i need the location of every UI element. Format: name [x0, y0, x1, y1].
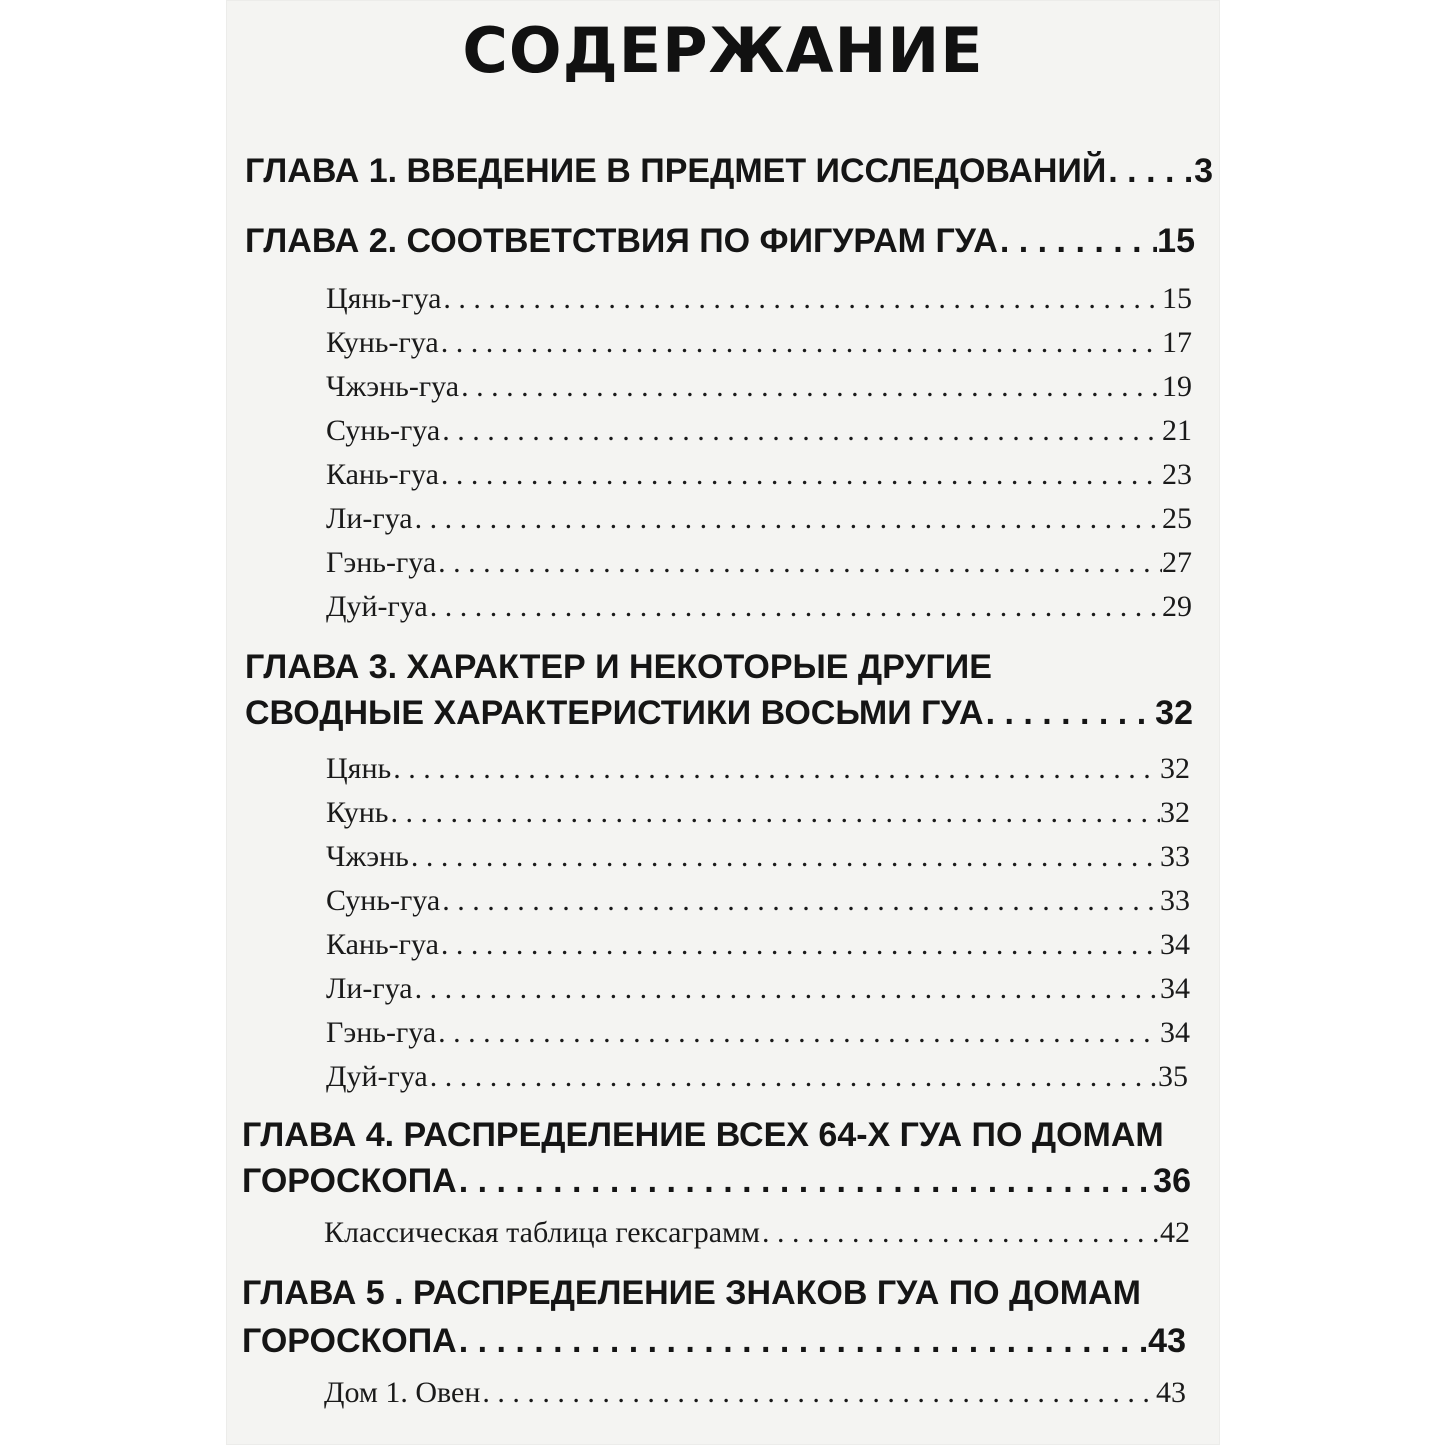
toc-leader: [459, 370, 1162, 404]
toc-item: [326, 840, 1190, 874]
toc-chapter-4-page: 36: [1153, 1162, 1191, 1200]
page-title: СОДЕРЖАНИЕ: [462, 14, 984, 87]
toc-leader: [413, 502, 1162, 536]
toc-leader: [457, 1322, 1148, 1361]
toc-item: [326, 370, 1192, 404]
toc-item-label: Сунь-гуа: [326, 414, 441, 447]
toc-chapter-5: [242, 1322, 1186, 1361]
toc-item-label: Чжэнь: [326, 840, 409, 873]
toc-item: [326, 414, 1192, 448]
toc-item-label: Дом 1. Овен: [324, 1376, 481, 1409]
toc-leader: [760, 1216, 1160, 1250]
toc-item-page: 27: [1162, 546, 1192, 579]
toc-leader: [457, 1162, 1153, 1201]
toc-item: [326, 972, 1190, 1006]
toc-item-page: 15: [1162, 282, 1192, 315]
toc-leader: [436, 546, 1162, 580]
toc-item: [326, 884, 1190, 918]
toc-item-label: Кань-гуа: [326, 458, 439, 491]
toc-chapter-3-page: 32: [1155, 694, 1193, 732]
toc-item-page: 34: [1160, 972, 1190, 1005]
toc-item-label: Ли-гуа: [326, 972, 413, 1005]
toc-item-page: 34: [1160, 928, 1190, 961]
toc-item-page: 21: [1162, 414, 1192, 447]
toc-leader: [391, 752, 1160, 786]
toc-chapter-5-line-1: ГЛАВА 5 . РАСПРЕДЕЛЕНИЕ ЗНАКОВ ГУА ПО ДОМАМ: [242, 1274, 1141, 1312]
toc-item-page: 19: [1162, 370, 1192, 403]
toc-chapter-5-page: 43: [1148, 1322, 1186, 1360]
toc-item-label: Дуй-гуа: [326, 590, 428, 623]
toc-leader: [439, 928, 1160, 962]
toc-chapter-1-page: 3: [1194, 152, 1213, 190]
toc-item: [326, 546, 1192, 580]
toc-item-label: Сунь-гуа: [326, 884, 441, 917]
toc-item: [326, 752, 1190, 786]
toc-item-page: 23: [1162, 458, 1192, 491]
toc-item: [326, 1060, 1188, 1094]
toc-chapter-2-page: 15: [1157, 222, 1195, 260]
toc-item-label: Гэнь-гуа: [326, 546, 437, 579]
toc-item-page: 25: [1162, 502, 1192, 535]
toc-item: [326, 326, 1192, 360]
toc-item-label: Кунь: [326, 796, 389, 829]
toc-item-page: 33: [1160, 884, 1190, 917]
toc-item-label: Ли-гуа: [326, 502, 413, 535]
toc-item: [326, 590, 1192, 624]
toc-leader: [998, 222, 1157, 261]
toc-chapter-1-label: ГЛАВА 1. ВВЕДЕНИЕ В ПРЕДМЕТ ИССЛЕДОВАНИЙ: [245, 152, 1107, 190]
toc-item: [326, 458, 1192, 492]
toc-item-page: 33: [1160, 840, 1190, 873]
toc-item-page: 42: [1160, 1216, 1190, 1249]
toc-leader: [428, 1060, 1158, 1094]
toc-item-page: 35: [1158, 1060, 1188, 1093]
toc-item-label: Гэнь-гуа: [326, 1016, 437, 1049]
toc-item-label: Чжэнь-гуа: [326, 370, 460, 403]
toc-chapter-4-label: ГОРОСКОПА: [242, 1162, 457, 1200]
toc-item-page: 32: [1160, 752, 1190, 785]
toc-leader: [480, 1376, 1156, 1410]
toc-item-label: Цянь-гуа: [326, 282, 442, 315]
toc-leader: [413, 972, 1160, 1006]
toc-item: [324, 1376, 1186, 1410]
toc-item-label: Кань-гуа: [326, 928, 439, 961]
toc-chapter-2-label: ГЛАВА 2. СООТВЕТСТВИЯ ПО ФИГУРАМ ГУА: [245, 222, 998, 260]
toc-chapter-4: [242, 1162, 1191, 1201]
toc-item-label: Классическая таблица гексаграмм: [324, 1216, 761, 1249]
toc-leader: [441, 282, 1162, 316]
toc-item-label: Цянь: [326, 752, 392, 785]
toc-chapter-4-line-1: ГЛАВА 4. РАСПРЕДЕЛЕНИЕ ВСЕХ 64-Х ГУА ПО ДОМАМ: [242, 1116, 1164, 1154]
toc-leader: [428, 590, 1162, 624]
toc-item-page: 34: [1160, 1016, 1190, 1049]
toc-chapter-1: [245, 152, 1213, 191]
toc-item-page: 43: [1156, 1376, 1186, 1409]
toc-leader: [439, 326, 1162, 360]
toc-item-page: 32: [1160, 796, 1190, 829]
book-page: [226, 0, 1220, 1445]
toc-chapter-2: [245, 222, 1195, 261]
toc-chapter-3: [245, 694, 1193, 733]
toc-leader: [984, 694, 1156, 733]
toc-leader: [439, 458, 1162, 492]
toc-item-label: Кунь-гуа: [326, 326, 439, 359]
toc-item-page: 17: [1162, 326, 1192, 359]
toc-item: [326, 282, 1192, 316]
toc-item: [326, 928, 1190, 962]
toc-leader: [440, 414, 1162, 448]
toc-chapter-5-label: ГОРОСКОПА: [242, 1322, 457, 1360]
toc-item: [324, 1216, 1190, 1250]
toc-chapter-3-line-1: ГЛАВА 3. ХАРАКТЕР И НЕКОТОРЫЕ ДРУГИЕ: [245, 648, 992, 686]
toc-leader: [436, 1016, 1160, 1050]
toc-chapter-3-label: СВОДНЫЕ ХАРАКТЕРИСТИКИ ВОСЬМИ ГУА: [245, 694, 984, 732]
toc-item: [326, 502, 1192, 536]
toc-item-page: 29: [1162, 590, 1192, 623]
toc-leader: [409, 840, 1160, 874]
toc-leader: [440, 884, 1160, 918]
toc-item: [326, 1016, 1190, 1050]
toc-leader: [389, 796, 1161, 830]
toc-leader: [1106, 152, 1194, 191]
toc-item: [326, 796, 1190, 830]
toc-item-label: Дуй-гуа: [326, 1060, 428, 1093]
